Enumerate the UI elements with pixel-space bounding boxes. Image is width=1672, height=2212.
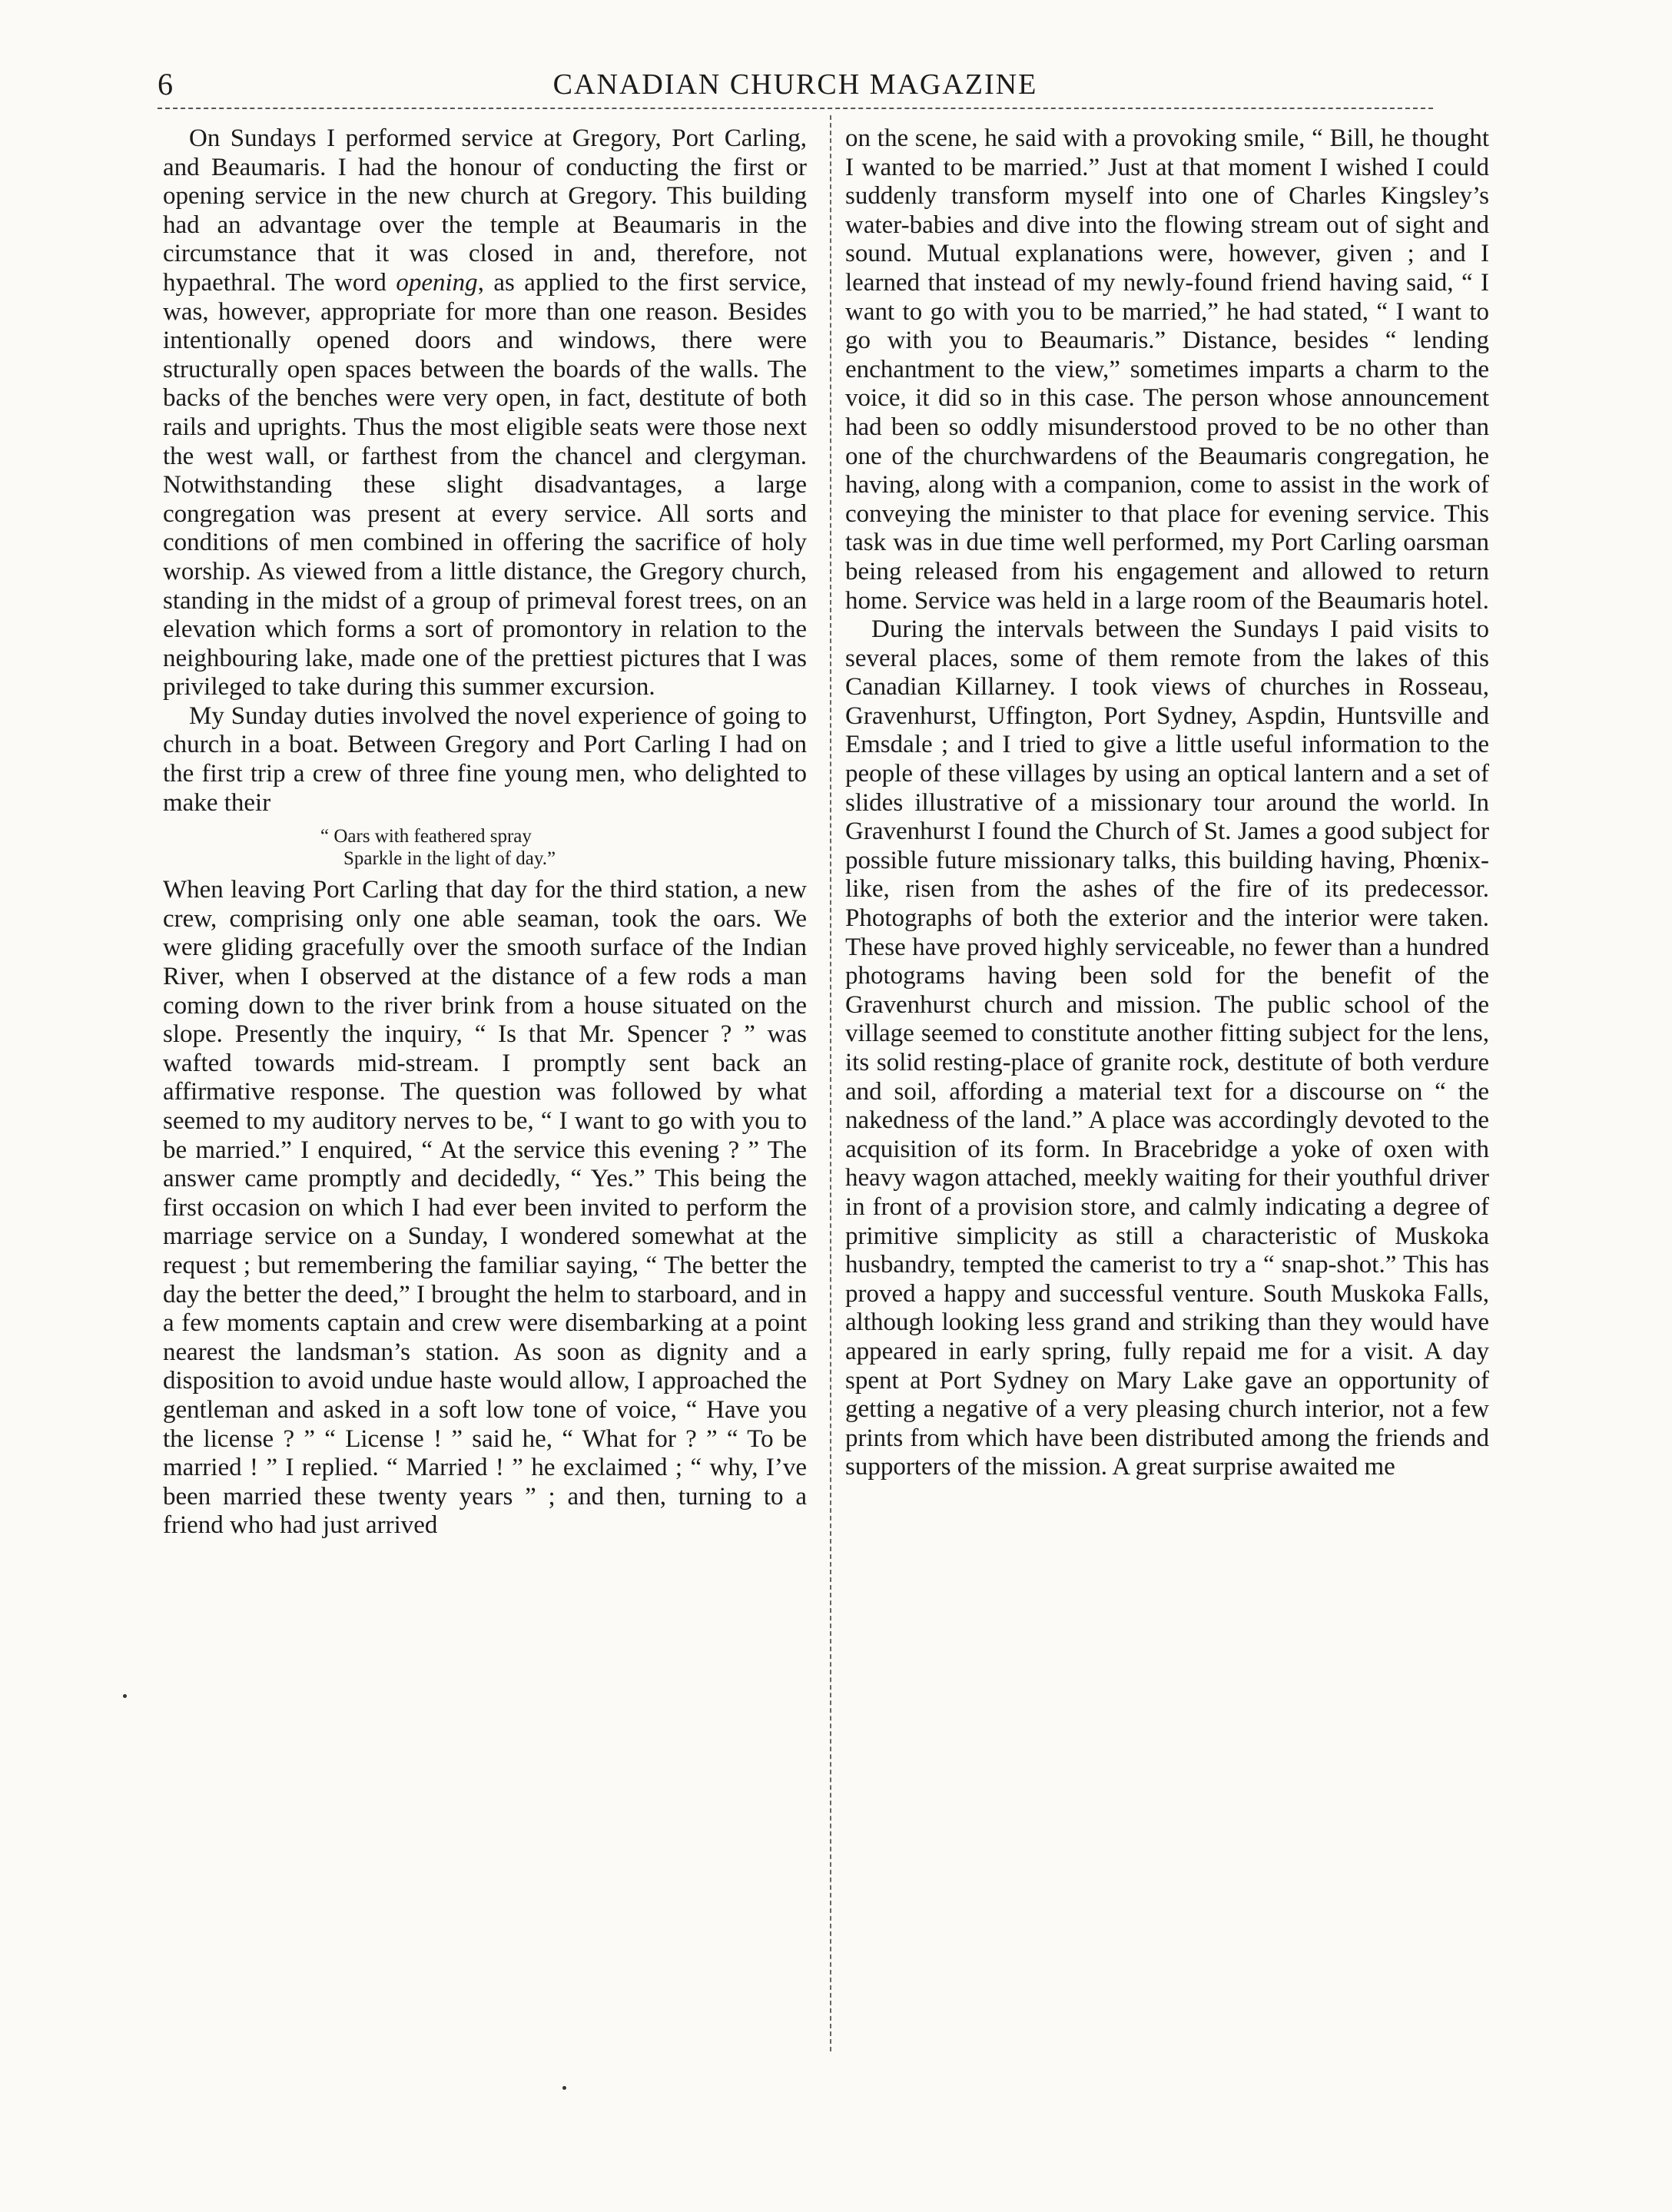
speck	[562, 2086, 566, 2090]
page-number: 6	[158, 67, 173, 101]
paragraph: on the scene, he said with a provoking smile, “ Bill, he thought I wanted to be married.” Just at that moment I wished I could suddenly transform myself into one of Charles Kingsley’s water-babies and dive into the flowing stream out of sight and sound. Mutual explanations were, however, given ; and I learned that instead of my newly-found friend having said, “ I want to go with you to be married,” he had stated, “ I want to go with you to Beaumaris.” Distance, besides “ lending enchantment to the view,” sometimes imparts a charm to the voice, it did so in this case. The person whose announcement had been so oddly misunderstood proved to be no other than one of the churchwardens of the Beaumaris congregation, he having, along with a companion, come to assist in the work of conveying the minister to that place for evening service. This task was in due time well performed, my Port Carling oarsman being released from his engagement and allowed to return home. Service was held in a large room of the Beaumaris hotel.	[845, 124, 1489, 615]
running-title: CANADIAN CHURCH MAGAZINE	[552, 68, 1038, 101]
right-column	[845, 124, 1489, 1482]
page-header	[158, 63, 1433, 106]
verse-quote	[163, 825, 807, 870]
paragraph: On Sundays I performed service at Gregory, Port Carling, and Beaumaris. I had the honour of conducting the first or opening service in the new church at Gregory. This building had an advantage over the temple at Beaumaris in the circumstance that it was closed in and, therefore, not hypaethral. The word opening, as applied to the first service, was, however, appropriate for more than one reason. Besides intentionally opened doors and windows, there were structurally open spaces between the boards of the walls. The backs of the benches were very open, in fact, destitute of both rails and uprights. Thus the most eligible seats were those next the west wall, or farthest from the chancel and clergyman. Notwithstanding these slight disadvantages, a large congregation was present at every service. All sorts and conditions of men combined in offering the sacrifice of holy worship. As viewed from a little distance, the Gregory church, standing in the midst of a group of primeval forest trees, on an elevation which forms a sort of promontory in relation to the neighbouring lake, made one of the prettiest pictures that I was privileged to take during this summer excursion.	[163, 124, 808, 701]
verse-line: “ Oars with feathered spray	[320, 826, 532, 847]
column-divider	[830, 115, 831, 2051]
speck	[123, 1694, 127, 1698]
header-rule	[158, 108, 1433, 109]
paragraph: My Sunday duties involved the novel experience of going to church in a boat. Between Gregory and Port Carling I had on the first trip a crew of three fine young men, who delighted to make their	[163, 701, 807, 817]
paragraph: When leaving Port Carling that day for the third station, a new crew, comprising only one able seaman, took the oars. We were gliding gracefully over the smooth surface of the Indian River, when I observed at the distance of a few rods a man coming down to the river brink from a house situated on the slope. Presently the inquiry, “ Is that Mr. Spencer ? ” was wafted towards mid-stream. I promptly sent back an affirmative response. The question was followed by what seemed to my auditory nerves to be, “ I want to go with you to be married.” I enquired, “ At the service this evening ? ” The answer came promptly and decidedly, “ Yes.” This being the first occasion on which I had ever been invited to perform the marriage service on a Sunday, I wondered somewhat at the request ; but remembering the familiar saying, “ The better the day the better the deed,” I brought the helm to starboard, and in a few moments captain and crew were disembarking at a point nearest the landsman’s station. As soon as dignity and a disposition to avoid undue haste would allow, I approached the gentleman and asked in a soft low tone of voice, “ Have you the license ? ” “ License ! ” said he, “ What for ? ” “ To be married ! ” I replied. “ Married ! ” he exclaimed ; “ why, I’ve been married these twenty years ” ; and then, turning to a friend who had just arrived	[163, 876, 807, 1540]
emphasis-opening: opening	[396, 268, 478, 297]
paragraph: During the intervals between the Sundays I paid visits to several places, some of them remote from the lakes of this Canadian Killarney. I took views of churches in Rosseau, Gravenhurst, Uffington, Port Sydney, Aspdin, Huntsville and Emsdale ; and I tried to give a little useful information to the people of these villages by using an optical lantern and a set of slides illustrative of a missionary tour around the world. In Gravenhurst I found the Church of St. James a good subject for possible future missionary talks, this building having, Phœnix-like, risen from the ashes of the fire of its predecessor. Photographs of both the exterior and the interior were taken. These have proved highly serviceable, no fewer than a hundred photograms having been sold for the benefit of the Gravenhurst church and mission. The public school of the village seemed to constitute another fitting subject for the lens, its solid resting-place of granite rock, destitute of both verdure and soil, affording a material text for a discourse on “ the nakedness of the land.” A place was accordingly devoted to the acquisition of its form. In Bracebridge a yoke of oxen with heavy wagon attached, meekly waiting for their youthful driver in front of a provision store, and calmly indicating a degree of primitive simplicity as still a characteristic of Muskoka husbandry, tempted the camerist to try a “ snap-shot.” This has proved a happy and successful venture. South Muskoka Falls, although looking less grand and striking than they would have appeared in early spring, fully repaid me for a visit. A day spent at Port Sydney on Mary Lake gave an opportunity of getting a negative of a very pleasing church interior, not a few prints from which have been distributed among the friends and supporters of the mission. A great surprise awaited me	[845, 615, 1489, 1481]
verse-line: Sparkle in the light of day.”	[343, 848, 556, 870]
left-column	[163, 124, 807, 1540]
